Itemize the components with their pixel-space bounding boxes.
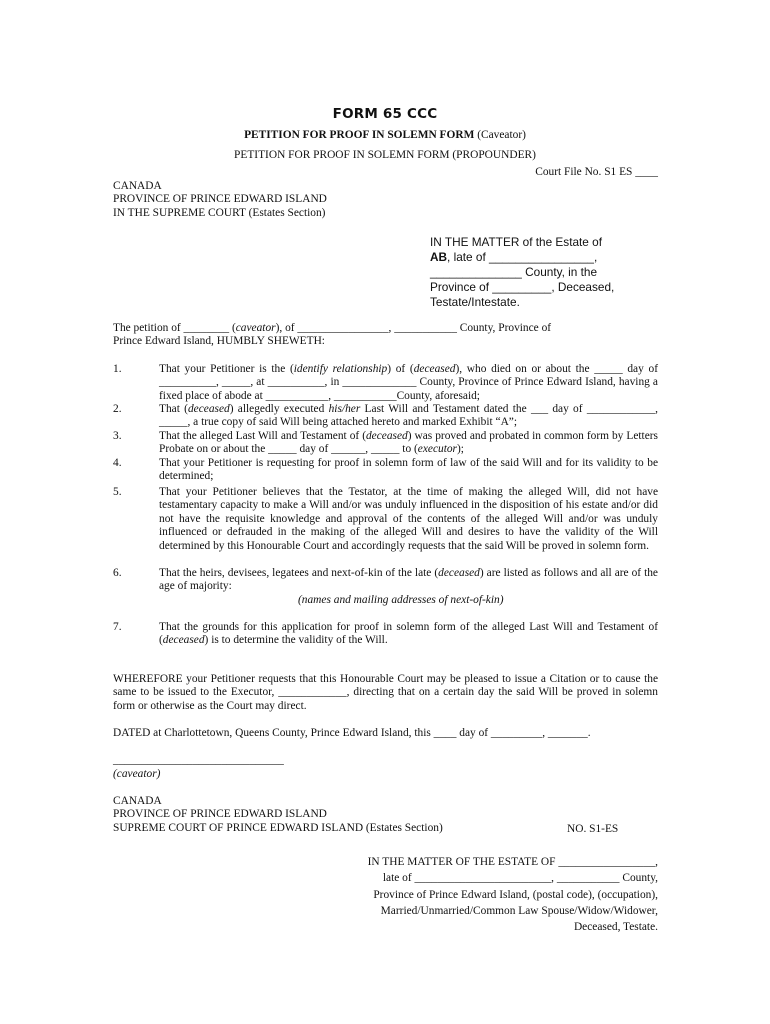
list-item: That the heirs, devisees, legatees and next-of-kin of the late (deceased) are listed as follows and all are of the age of majority:: [159, 567, 658, 593]
signature-line: ______________________________: [113, 754, 284, 766]
item-number: 7.: [113, 621, 122, 633]
footer-jurisdiction: [113, 795, 443, 835]
item-number: 2.: [113, 403, 122, 415]
heading-caveator-tail: (Caveator): [477, 129, 526, 141]
footer-line: PROVINCE OF PRINCE EDWARD ISLAND: [113, 808, 327, 821]
list-item: That the alleged Last Will and Testament of (deceased) was proved and probated in common form by Letters Probate on or about the _____ day of ______, _____ to (executor);: [159, 430, 658, 456]
list-item: That your Petitioner believes that the Testator, at the time of making the alleged Will, did not have testamentary capacity to make a Will and/or was unduly influenced in the disposition of his estate and/or did not have the requisite knowledge and approval of the contents of the alleged Will and/or was unduly influenced or defrauded in the making of the alleged Will and desires to have the validity of the Will determined by this Honourable Court and accordingly requests that the said Will be proved in solemn form.: [159, 486, 658, 552]
item-number: 6.: [113, 567, 122, 579]
matter-line: Province of _________, Deceased,: [430, 280, 615, 294]
item-number: 4.: [113, 457, 122, 469]
next-of-kin-note: (names and mailing addresses of next-of-kin): [298, 594, 504, 606]
heading-propounder: PETITION FOR PROOF IN SOLEMN FORM (PROPOUNDER): [234, 149, 536, 161]
list-item: That the grounds for this application for proof in solemn form of the alleged Last Will and Testament of (deceased) is to determine the validity of the Will.: [159, 621, 658, 647]
header-line: PROVINCE OF PRINCE EDWARD ISLAND: [113, 193, 327, 206]
matter-line: ______________ County, in the: [430, 265, 598, 279]
estate-matter: [430, 235, 614, 310]
matter-line: IN THE MATTER of the Estate of: [430, 235, 602, 249]
court-file-number: Court File No. S1 ES ____: [535, 166, 658, 178]
footer-estate-matter: IN THE MATTER OF THE ESTATE OF _________________, late of ________________________, ___________ County, Province of Prince Edward Island, (postal code), (occupation), Married/Unmarried/Common Law Spouse/Widow/Widower, Deceased, Testate.: [367, 856, 658, 934]
matter-line: AB, late of ________________,: [430, 250, 598, 264]
wherefore-paragraph: WHEREFORE your Petitioner requests that this Honourable Court may be pleased to issue a Citation or to cause the same to be issued to the Executor, ____________, directing that on a certain day the said Will be proved in solemn form or otherwise as the Court may direct.: [113, 673, 658, 712]
item-number: 5.: [113, 486, 122, 498]
form-title: FORM 65 CCC: [332, 106, 438, 122]
list-item: That your Petitioner is requesting for proof in solemn form of law of the said Will and for its validity to be determined;: [159, 457, 658, 483]
item-number: 1.: [113, 363, 122, 375]
dated-line: DATED at Charlottetown, Queens County, Prince Edward Island, this ____ day of _________, _______.: [113, 727, 591, 739]
footer-line: CANADA: [113, 795, 162, 807]
petition-intro: The petition of ________ (caveator), of ________________, ___________ County, Province of Prince Edward Island, HUMBLY SHEWETH:: [113, 322, 552, 348]
signature-label: (caveator): [113, 768, 161, 780]
footer-file-number: NO. S1-ES: [567, 823, 619, 835]
estate-initials: AB: [430, 250, 448, 264]
header-jurisdiction: [113, 180, 327, 220]
item-number: 3.: [113, 430, 122, 442]
matter-line: Testate/Intestate.: [430, 295, 520, 309]
header-line: IN THE SUPREME COURT (Estates Section): [113, 206, 326, 219]
footer-line: SUPREME COURT OF PRINCE EDWARD ISLAND (Estates Section): [113, 821, 443, 834]
list-item: That your Petitioner is the (identify relationship) of (deceased), who died on or about the _____ day of __________, _____, at __________, in _____________ County, Province of Prince Edward Island, having a fixed place of abode at ___________, ___________County, aforesaid;: [159, 363, 658, 402]
list-item: That (deceased) allegedly executed his/her Last Will and Testament dated the ___ day of ____________, _____, a true copy of said Will being attached hereto and marked Exhibit “A”;: [159, 403, 659, 429]
heading-caveator-bold: PETITION FOR PROOF IN SOLEMN FORM: [244, 129, 475, 141]
heading-caveator: [0, 129, 770, 142]
header-line: CANADA: [113, 180, 162, 192]
